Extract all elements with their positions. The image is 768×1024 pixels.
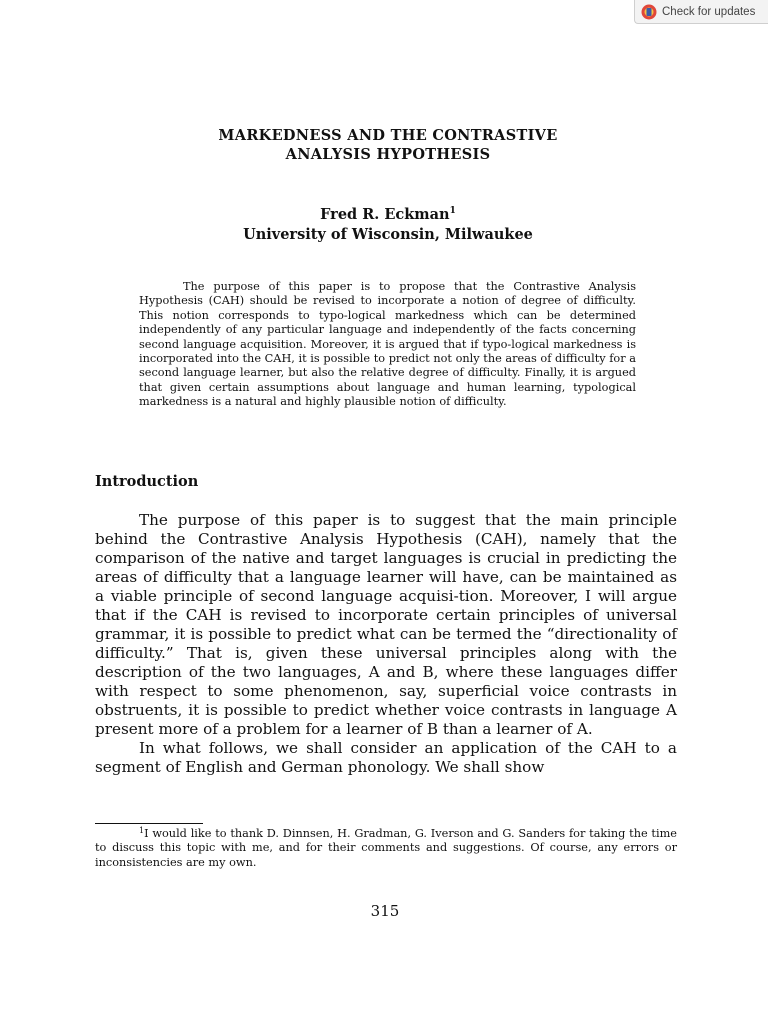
author-name-line — [0, 201, 768, 225]
abstract — [139, 280, 636, 410]
author-footnote-mark: 1 — [449, 206, 456, 216]
paper-title-line-2: ANALYSIS HYPOTHESIS — [285, 146, 491, 163]
body-paragraph-2: In what follows, we shall consider an application of the CAH to a segment of English and German phonology. We shall show — [95, 739, 677, 776]
crossmark-icon — [641, 4, 657, 20]
page-number: 315 — [370, 902, 400, 920]
footnote-text: I would like to thank D. Dinnsen, H. Gradman, G. Iverson and G. Sanders for taking the time to discuss this topic with me, and for their comments and suggestions. Of course, any errors or inconsistencies are my own. — [95, 827, 677, 869]
author-block — [0, 201, 768, 245]
abstract-text: The purpose of this paper is to propose that the Contrastive Analysis Hypothesis (CAH) should be revised to incorporate a notion of degree of difficulty. This notion corresponds to typo-logical markedness which can be determined independently of any particular language and independently of the facts concerning second language acquisition. Moreover, it is argued that if typo-logical markedness is incorporated into the CAH, it is possible to predict not only the areas of difficulty for a second language learner, but also the relative degree of difficulty. Finally, it is argued that given certain assumptions about language and human learning, typological markedness is a natural and highly plausible notion of difficulty. — [139, 280, 636, 409]
footnote-paragraph — [95, 824, 677, 870]
author-name: Fred R. Eckman — [320, 206, 450, 223]
paper-title-line-1: MARKEDNESS AND THE CONTRASTIVE — [218, 127, 558, 144]
footnote-mark: 1 — [139, 826, 145, 835]
author-affiliation: University of Wisconsin, Milwaukee — [243, 226, 533, 243]
section-heading: Introduction — [95, 473, 199, 490]
body-text — [95, 511, 677, 777]
check-for-updates-badge[interactable] — [634, 0, 768, 24]
body-paragraph-1: The purpose of this paper is to suggest that the main principle behind the Contrastive Analysis Hypothesis (CAH), namely that the comparison of the native and target languages is crucial in predicting the areas of difficulty that a language learner will have, can be maintained as a viable principle of second language acquisi-tion. Moreover, I will argue that if the CAH is revised to incorporate certain principles of universal grammar, it is possible to predict what can be termed the “directionality of difficulty.” That is, given these universal principles along with the description of the two languages, A and B, where these languages differ with respect to some phenomenon, say, superficial voice contrasts in obstruents, it is possible to predict whether voice contrasts in language A present more of a problem for a learner of B than a learner of A. — [95, 511, 677, 738]
paper-title — [0, 126, 768, 164]
footnote — [95, 824, 677, 870]
check-for-updates-label: Check for updates — [662, 5, 756, 18]
